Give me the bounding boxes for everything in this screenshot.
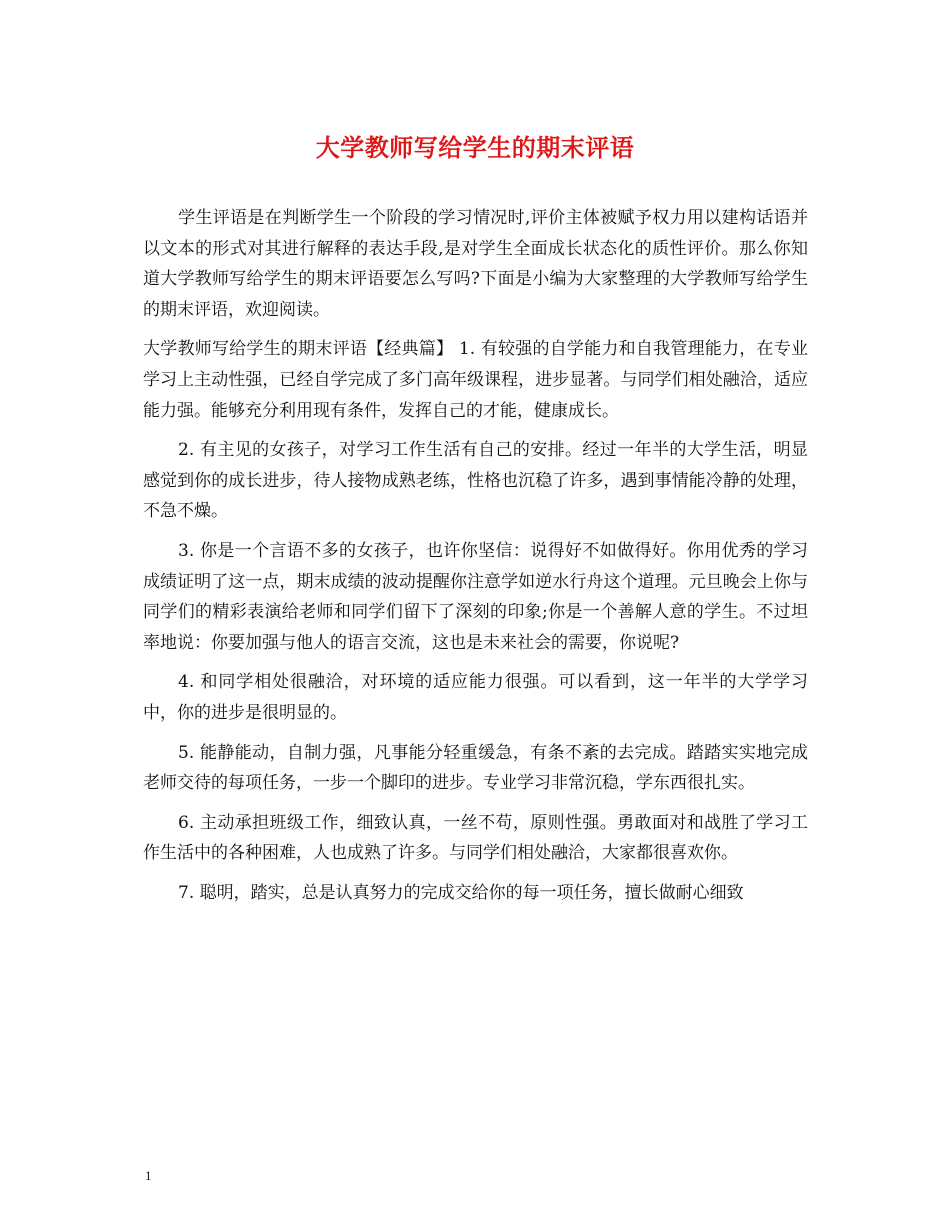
list-item: 1. 有较强的自学能力和自我管理能力，在专业学习上主动性强，已经自学完成了多门高年级课程，进步显著。与同学们相处融洽，适应能力强。能够充分利用现有条件，发挥自己的才能，健康成长。 bbox=[143, 339, 808, 421]
list-item: 2. 有主见的女孩子，对学习工作生活有自己的安排。经过一年半的大学生活，明显感觉到你的成长进步，待人接物成熟老练，性格也沉稳了许多，遇到事情能冷静的处理，不急不燥。 bbox=[143, 440, 808, 522]
list-item: 3. 你是一个言语不多的女孩子，也许你坚信：说得好不如做得好。你用优秀的学习成绩证明了这一点，期末成绩的波动提醒你注意学如逆水行舟这个道理。元旦晚会上你与同学们的精彩表演给老师和同学们留下了深刻的印象;你是一个善解人意的学生。不过坦率地说：你要加强与他人的语言交流，这也是未来社会的需要，你说呢? bbox=[143, 540, 808, 653]
intro-paragraph: 学生评语是在判断学生一个阶段的学习情况时,评价主体被赋予权力用以建构话语并以文本的形式对其进行解释的表达手段,是对学生全面成长状态化的质性评价。那么你知道大学教师写给学生的期末评语要怎么写吗?下面是小编为大家整理的大学教师写给学生的期末评语，欢迎阅读。 bbox=[143, 208, 808, 320]
page-number: 1 bbox=[145, 1168, 152, 1183]
list-item: 6. 主动承担班级工作，细致认真，一丝不苟，原则性强。勇敢面对和战胜了学习工作生活中的各种困难，人也成熟了许多。与同学们相处融洽，大家都很喜欢你。 bbox=[143, 812, 808, 864]
document-title: 大学教师写给学生的期末评语 bbox=[315, 133, 635, 162]
document-body bbox=[143, 203, 808, 917]
list-item: 4. 和同学相处很融洽，对环境的适应能力很强。可以看到，这一年半的大学学习中，你的进步是很明显的。 bbox=[143, 672, 808, 723]
list-item: 7. 聪明，踏实，总是认真努力的完成交给你的每一项任务，擅长做耐心细致 bbox=[178, 882, 744, 903]
section-paragraph bbox=[143, 334, 808, 426]
list-item: 5. 能静能动，自制力强，凡事能分轻重缓急，有条不紊的去完成。踏踏实实地完成老师交待的每项任务，一步一个脚印的进步。专业学习非常沉稳，学东西很扎实。 bbox=[143, 742, 808, 794]
section-heading: 大学教师写给学生的期末评语【经典篇】 bbox=[143, 339, 454, 360]
